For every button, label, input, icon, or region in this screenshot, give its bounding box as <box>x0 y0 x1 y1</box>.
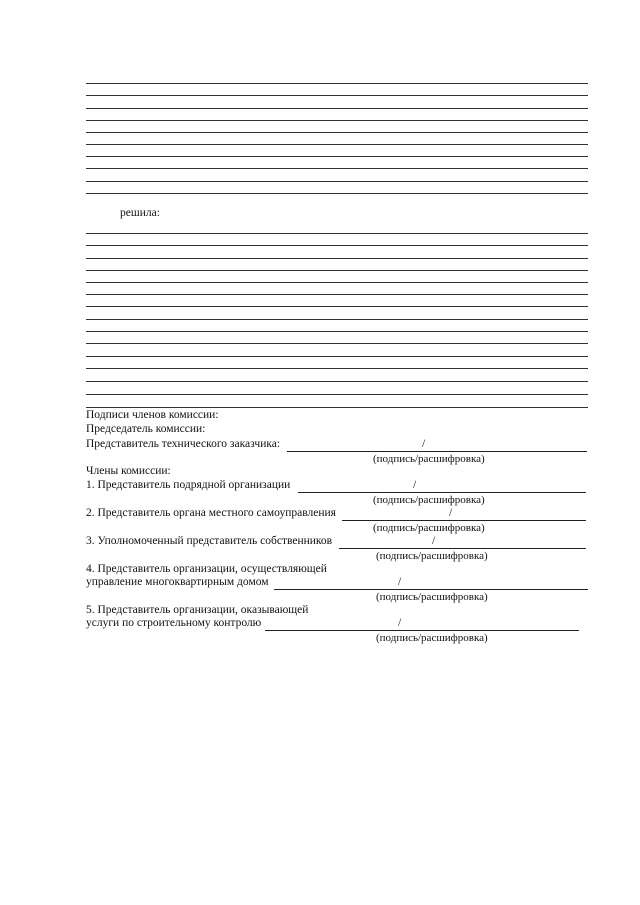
signature-caption: (подпись/расшифровка) <box>376 591 488 603</box>
signature-separator: / <box>422 438 426 450</box>
blank-line <box>86 394 588 395</box>
blank-line <box>86 168 588 169</box>
tech-customer-label: Представитель технического заказчика: <box>86 438 281 450</box>
management-label-line2: управление многоквартирным домом <box>86 576 269 588</box>
signature-separator: / <box>398 617 402 629</box>
signature-caption: (подпись/расшифровка) <box>376 632 488 644</box>
blank-line <box>86 193 588 194</box>
signature-separator: / <box>449 507 453 519</box>
local-gov-label: 2. Представитель органа местного самоуправления <box>86 507 336 519</box>
signature-caption: (подпись/расшифровка) <box>373 494 485 506</box>
management-label-line1: 4. Представитель организации, осуществляющей <box>86 563 327 575</box>
decided-label: решила: <box>120 207 160 219</box>
blank-line <box>86 156 588 157</box>
blank-line <box>86 294 588 295</box>
members-label: Члены комиссии: <box>86 465 171 477</box>
signatures-heading: Подписи членов комиссии: <box>86 409 219 421</box>
signature-caption: (подпись/расшифровка) <box>373 522 485 534</box>
contractor-label: 1. Представитель подрядной организации <box>86 479 291 491</box>
signature-line[interactable] <box>342 520 586 521</box>
blank-line <box>86 282 588 283</box>
blank-line <box>86 181 588 182</box>
signature-caption: (подпись/расшифровка) <box>376 550 488 562</box>
signature-separator: / <box>398 576 402 588</box>
blank-line <box>86 120 588 121</box>
construction-label-line2: услуги по строительному контролю <box>86 617 262 629</box>
signature-line[interactable] <box>265 630 579 631</box>
blank-line <box>86 356 588 357</box>
blank-line <box>86 407 588 408</box>
blank-line <box>86 95 588 96</box>
signature-line[interactable] <box>339 548 586 549</box>
signature-caption: (подпись/расшифровка) <box>373 453 485 465</box>
blank-line <box>86 331 588 332</box>
blank-line <box>86 270 588 271</box>
chairman-label: Председатель комиссии: <box>86 423 206 435</box>
construction-label-line1: 5. Представитель организации, оказывающей <box>86 604 309 616</box>
blank-line <box>86 132 588 133</box>
owners-label: 3. Уполномоченный представитель собственников <box>86 535 333 547</box>
signature-line[interactable] <box>274 589 588 590</box>
blank-line <box>86 306 588 307</box>
signature-separator: / <box>413 479 417 491</box>
signature-line[interactable] <box>287 451 587 452</box>
blank-line <box>86 381 588 382</box>
blank-line <box>86 368 588 369</box>
signature-separator: / <box>432 535 436 547</box>
blank-line <box>86 258 588 259</box>
blank-line <box>86 233 588 234</box>
blank-line <box>86 245 588 246</box>
blank-line <box>86 343 588 344</box>
blank-line <box>86 319 588 320</box>
blank-line <box>86 108 588 109</box>
blank-line <box>86 144 588 145</box>
signature-line[interactable] <box>298 492 586 493</box>
blank-line <box>86 83 588 84</box>
